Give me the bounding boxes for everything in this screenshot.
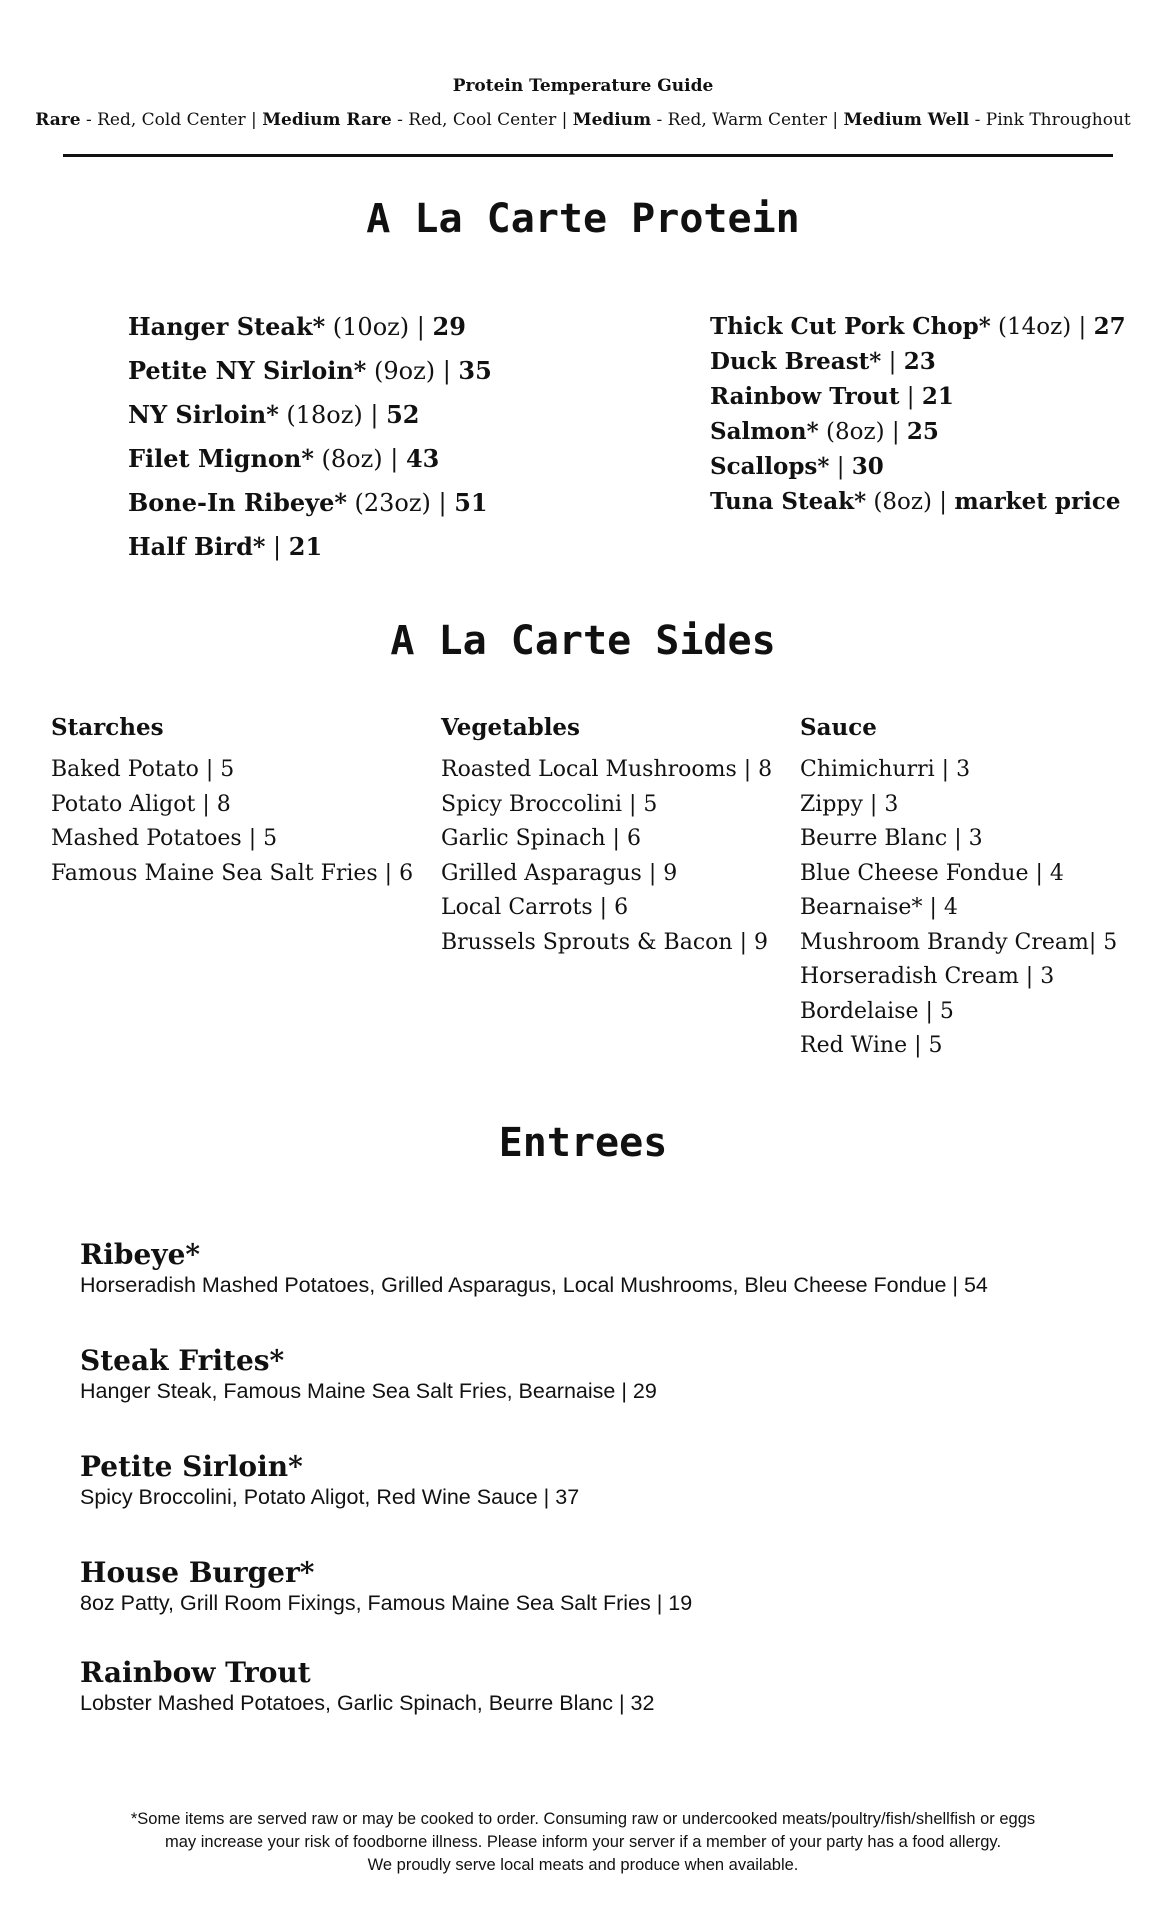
protein-item	[710, 383, 1126, 410]
protein-size: (23oz) |	[346, 489, 455, 517]
side-item: Spicy Broccolini | 5	[441, 791, 658, 817]
side-item: Local Carrots | 6	[441, 895, 629, 920]
protein-name: Duck Breast*	[710, 348, 882, 375]
side-item: Zippy | 3	[800, 791, 899, 817]
temp-level-medium-rare: Medium Rare	[262, 110, 392, 130]
entree-description: 8oz Patty, Grill Room Fixings, Famous Maine Sea Salt Fries | 19	[80, 1591, 693, 1615]
side-item: Chimichurri | 3	[800, 757, 971, 782]
temp-desc-medium: - Red, Warm Center |	[651, 110, 844, 130]
temp-desc-medium-well: - Pink Throughout	[969, 110, 1131, 130]
entree-name: Rainbow Trout	[80, 1656, 311, 1689]
temp-level-medium: Medium	[572, 110, 652, 130]
protein-size: |	[881, 349, 904, 375]
protein-price: 21	[921, 383, 954, 410]
protein-name: Rainbow Trout	[710, 383, 900, 410]
protein-item	[128, 400, 492, 429]
protein-list-right	[710, 313, 1126, 523]
protein-name: Filet Mignon*	[128, 444, 314, 473]
protein-size: |	[899, 384, 922, 410]
protein-size: (10oz) |	[325, 313, 433, 341]
protein-item	[128, 444, 492, 473]
side-item: Mushroom Brandy Cream| 5	[800, 929, 1118, 955]
side-item: Famous Maine Sea Salt Fries | 6	[51, 860, 414, 886]
protein-size: |	[829, 454, 852, 480]
protein-price: 27	[1093, 313, 1126, 340]
entree-item	[80, 1344, 657, 1404]
sides-starches	[51, 714, 413, 891]
protein-size: (9oz) |	[366, 357, 459, 385]
protein-price: 51	[454, 488, 488, 517]
protein-item	[128, 356, 492, 385]
protein-name: Bone-In Ribeye*	[128, 488, 347, 517]
entree-name: Steak Frites*	[80, 1344, 285, 1377]
protein-price: 21	[288, 532, 323, 561]
entree-name: House Burger*	[80, 1556, 315, 1589]
protein-price: market price	[954, 488, 1121, 515]
protein-name: Half Bird*	[128, 532, 266, 561]
disclaimer-line: *Some items are served raw or may be cooked to order. Consuming raw or undercooked meats/poultry/fish/shellfish or eggs	[130, 1810, 1036, 1828]
temp-level-rare: Rare	[35, 110, 81, 130]
entree-description: Horseradish Mashed Potatoes, Grilled Asparagus, Local Mushrooms, Bleu Cheese Fondue | 54	[80, 1273, 988, 1297]
temperature-guide-line	[0, 110, 1166, 130]
protein-price: 30	[851, 453, 884, 480]
protein-size: (18oz) |	[278, 401, 387, 429]
protein-price: 43	[405, 444, 440, 473]
protein-name: Petite NY Sirloin*	[128, 356, 367, 385]
sides-heading: A La Carte Sides	[390, 618, 776, 664]
sides-category-title: Sauce	[800, 714, 877, 741]
disclaimer-line: may increase your risk of foodborne illness. Please inform your server if a member of your party has a food allergy.	[164, 1833, 1002, 1851]
protein-name: Scallops*	[710, 453, 830, 480]
protein-size: |	[265, 533, 289, 561]
entree-name: Ribeye*	[80, 1238, 201, 1271]
protein-item	[710, 418, 1126, 445]
side-item: Brussels Sprouts & Bacon | 9	[441, 929, 768, 955]
disclaimer-line: We proudly serve local meats and produce when available.	[367, 1856, 799, 1874]
sides-sauce	[800, 714, 1117, 1064]
protein-heading: A La Carte Protein	[366, 196, 800, 242]
protein-name: NY Sirloin*	[128, 400, 279, 429]
side-item: Beurre Blanc | 3	[800, 826, 983, 851]
entree-item	[80, 1556, 692, 1616]
protein-item	[128, 488, 492, 517]
protein-item	[710, 348, 1126, 375]
entree-description: Spicy Broccolini, Potato Aligot, Red Wine Sauce | 37	[80, 1485, 580, 1509]
protein-price: 23	[903, 348, 936, 375]
protein-price: 52	[386, 400, 420, 429]
temp-desc-rare: - Red, Cold Center |	[80, 110, 263, 130]
temp-level-medium-well: Medium Well	[843, 110, 970, 130]
allergy-disclaimer	[0, 1808, 1166, 1877]
protein-price: 29	[432, 312, 466, 341]
protein-name: Salmon*	[710, 418, 819, 445]
protein-price: 35	[458, 356, 492, 385]
side-item: Red Wine | 5	[800, 1033, 943, 1058]
entree-description: Lobster Mashed Potatoes, Garlic Spinach, Beurre Blanc | 32	[80, 1691, 655, 1715]
protein-size: (8oz) |	[818, 419, 907, 445]
protein-price: 25	[906, 418, 939, 445]
protein-size: (14oz) |	[990, 314, 1094, 340]
entree-description: Hanger Steak, Famous Maine Sea Salt Fries, Bearnaise | 29	[80, 1379, 657, 1403]
side-item: Bordelaise | 5	[800, 998, 954, 1024]
side-item: Horseradish Cream | 3	[800, 964, 1055, 989]
side-item: Mashed Potatoes | 5	[51, 826, 278, 851]
entree-item	[80, 1450, 579, 1510]
protein-size: (8oz) |	[866, 489, 955, 515]
protein-item	[128, 532, 492, 561]
header-divider	[63, 154, 1113, 157]
side-item: Grilled Asparagus | 9	[441, 860, 678, 886]
sides-vegetables	[441, 714, 772, 960]
protein-name: Hanger Steak*	[128, 312, 326, 341]
entree-item	[80, 1238, 988, 1298]
entrees-heading: Entrees	[498, 1120, 668, 1166]
side-item: Blue Cheese Fondue | 4	[800, 860, 1064, 886]
protein-item	[710, 453, 1126, 480]
side-item: Potato Aligot | 8	[51, 791, 231, 817]
side-item: Baked Potato | 5	[51, 757, 235, 782]
protein-item	[710, 488, 1126, 515]
side-item: Bearnaise* | 4	[800, 895, 958, 920]
protein-name: Thick Cut Pork Chop*	[710, 313, 991, 340]
side-item: Roasted Local Mushrooms | 8	[441, 757, 773, 782]
protein-size: (8oz) |	[313, 445, 406, 473]
sides-category-title: Vegetables	[441, 714, 581, 741]
entree-item	[80, 1656, 654, 1716]
temp-desc-medium-rare: - Red, Cool Center |	[391, 110, 573, 130]
sides-category-title: Starches	[51, 714, 164, 741]
entree-name: Petite Sirloin*	[80, 1450, 303, 1483]
protein-name: Tuna Steak*	[710, 488, 867, 515]
temperature-guide-title: Protein Temperature Guide	[452, 76, 714, 96]
protein-list-left	[128, 312, 492, 576]
side-item: Garlic Spinach | 6	[441, 826, 641, 851]
protein-item	[128, 312, 492, 341]
protein-item	[710, 313, 1126, 340]
